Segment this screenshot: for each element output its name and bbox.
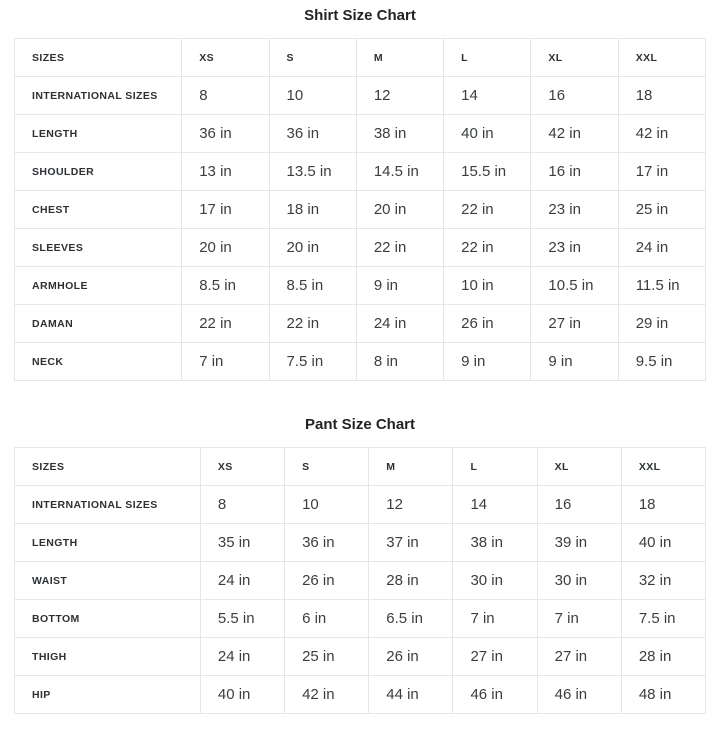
table-row	[15, 191, 706, 229]
table-row	[15, 229, 706, 267]
cell-value: 11.5 in	[618, 267, 705, 305]
cell-value: 25 in	[618, 191, 705, 229]
cell-value: 23 in	[531, 229, 618, 267]
cell-value: 40 in	[200, 676, 284, 714]
cell-value: 24 in	[200, 562, 284, 600]
cell-value: 36 in	[182, 115, 269, 153]
cell-value: 14	[444, 77, 531, 115]
column-header: XXL	[618, 39, 705, 77]
cell-value: 8 in	[356, 343, 443, 381]
cell-value: 46 in	[453, 676, 537, 714]
cell-value: 8.5 in	[269, 267, 356, 305]
row-label: BOTTOM	[15, 600, 201, 638]
pant-chart-title: Pant Size Chart	[304, 416, 416, 433]
cell-value: 27 in	[537, 638, 621, 676]
cell-value: 42 in	[618, 115, 705, 153]
cell-value: 38 in	[356, 115, 443, 153]
column-header: M	[356, 39, 443, 77]
cell-value: 22 in	[444, 191, 531, 229]
cell-value: 23 in	[531, 191, 618, 229]
cell-value: 24 in	[200, 638, 284, 676]
cell-value: 26 in	[444, 305, 531, 343]
cell-value: 35 in	[200, 524, 284, 562]
table-row	[15, 115, 706, 153]
cell-value: 10 in	[444, 267, 531, 305]
cell-value: 26 in	[369, 638, 453, 676]
cell-value: 10.5 in	[531, 267, 618, 305]
row-label: INTERNATIONAL SIZES	[15, 486, 201, 524]
cell-value: 30 in	[453, 562, 537, 600]
cell-value: 20 in	[269, 229, 356, 267]
cell-value: 39 in	[537, 524, 621, 562]
row-label: SLEEVES	[15, 229, 182, 267]
cell-value: 18	[621, 486, 705, 524]
table-row	[15, 305, 706, 343]
cell-value: 17 in	[182, 191, 269, 229]
cell-value: 24 in	[618, 229, 705, 267]
table-row	[15, 676, 706, 714]
cell-value: 22 in	[444, 229, 531, 267]
cell-value: 16 in	[531, 153, 618, 191]
column-header: XL	[531, 39, 618, 77]
cell-value: 44 in	[369, 676, 453, 714]
column-header: XXL	[621, 448, 705, 486]
cell-value: 10	[285, 486, 369, 524]
column-header: SIZES	[15, 39, 182, 77]
header-row	[15, 448, 706, 486]
table-row	[15, 343, 706, 381]
cell-value: 48 in	[621, 676, 705, 714]
cell-value: 13.5 in	[269, 153, 356, 191]
cell-value: 9.5 in	[618, 343, 705, 381]
cell-value: 32 in	[621, 562, 705, 600]
cell-value: 7.5 in	[269, 343, 356, 381]
cell-value: 14	[453, 486, 537, 524]
cell-value: 9 in	[356, 267, 443, 305]
row-label: SHOULDER	[15, 153, 182, 191]
shirt-size-table	[14, 38, 706, 381]
row-label: DAMAN	[15, 305, 182, 343]
header-row	[15, 39, 706, 77]
table-row	[15, 562, 706, 600]
cell-value: 22 in	[269, 305, 356, 343]
cell-value: 13 in	[182, 153, 269, 191]
cell-value: 18	[618, 77, 705, 115]
cell-value: 30 in	[537, 562, 621, 600]
cell-value: 20 in	[182, 229, 269, 267]
cell-value: 12	[369, 486, 453, 524]
pant-size-chart-section	[14, 381, 706, 714]
column-header: L	[444, 39, 531, 77]
cell-value: 42 in	[531, 115, 618, 153]
column-header: XL	[537, 448, 621, 486]
cell-value: 37 in	[369, 524, 453, 562]
column-header: S	[285, 448, 369, 486]
cell-value: 7 in	[537, 600, 621, 638]
row-label: HIP	[15, 676, 201, 714]
row-label: LENGTH	[15, 115, 182, 153]
cell-value: 40 in	[444, 115, 531, 153]
column-header: XS	[200, 448, 284, 486]
cell-value: 27 in	[453, 638, 537, 676]
cell-value: 40 in	[621, 524, 705, 562]
cell-value: 8	[200, 486, 284, 524]
cell-value: 6.5 in	[369, 600, 453, 638]
cell-value: 36 in	[269, 115, 356, 153]
table-row	[15, 600, 706, 638]
cell-value: 9 in	[531, 343, 618, 381]
cell-value: 28 in	[369, 562, 453, 600]
cell-value: 24 in	[356, 305, 443, 343]
cell-value: 17 in	[618, 153, 705, 191]
cell-value: 29 in	[618, 305, 705, 343]
table-row	[15, 153, 706, 191]
shirt-size-chart-section	[14, 0, 706, 381]
cell-value: 28 in	[621, 638, 705, 676]
cell-value: 10	[269, 77, 356, 115]
shirt-chart-title: Shirt Size Chart	[304, 7, 416, 24]
cell-value: 22 in	[356, 229, 443, 267]
row-label: CHEST	[15, 191, 182, 229]
cell-value: 46 in	[537, 676, 621, 714]
table-row	[15, 77, 706, 115]
row-label: WAIST	[15, 562, 201, 600]
column-header: M	[369, 448, 453, 486]
cell-value: 8.5 in	[182, 267, 269, 305]
cell-value: 20 in	[356, 191, 443, 229]
column-header: SIZES	[15, 448, 201, 486]
cell-value: 36 in	[285, 524, 369, 562]
pant-size-table	[14, 447, 706, 714]
cell-value: 15.5 in	[444, 153, 531, 191]
cell-value: 7 in	[182, 343, 269, 381]
cell-value: 38 in	[453, 524, 537, 562]
row-label: THIGH	[15, 638, 201, 676]
cell-value: 8	[182, 77, 269, 115]
cell-value: 7 in	[453, 600, 537, 638]
row-label: ARMHOLE	[15, 267, 182, 305]
cell-value: 26 in	[285, 562, 369, 600]
row-label: LENGTH	[15, 524, 201, 562]
table-row	[15, 267, 706, 305]
row-label: INTERNATIONAL SIZES	[15, 77, 182, 115]
cell-value: 6 in	[285, 600, 369, 638]
cell-value: 5.5 in	[200, 600, 284, 638]
cell-value: 25 in	[285, 638, 369, 676]
column-header: XS	[182, 39, 269, 77]
column-header: L	[453, 448, 537, 486]
cell-value: 12	[356, 77, 443, 115]
cell-value: 16	[537, 486, 621, 524]
cell-value: 9 in	[444, 343, 531, 381]
table-row	[15, 486, 706, 524]
cell-value: 18 in	[269, 191, 356, 229]
table-row	[15, 524, 706, 562]
column-header: S	[269, 39, 356, 77]
cell-value: 22 in	[182, 305, 269, 343]
cell-value: 7.5 in	[621, 600, 705, 638]
cell-value: 16	[531, 77, 618, 115]
row-label: NECK	[15, 343, 182, 381]
cell-value: 27 in	[531, 305, 618, 343]
table-row	[15, 638, 706, 676]
cell-value: 42 in	[285, 676, 369, 714]
cell-value: 14.5 in	[356, 153, 443, 191]
